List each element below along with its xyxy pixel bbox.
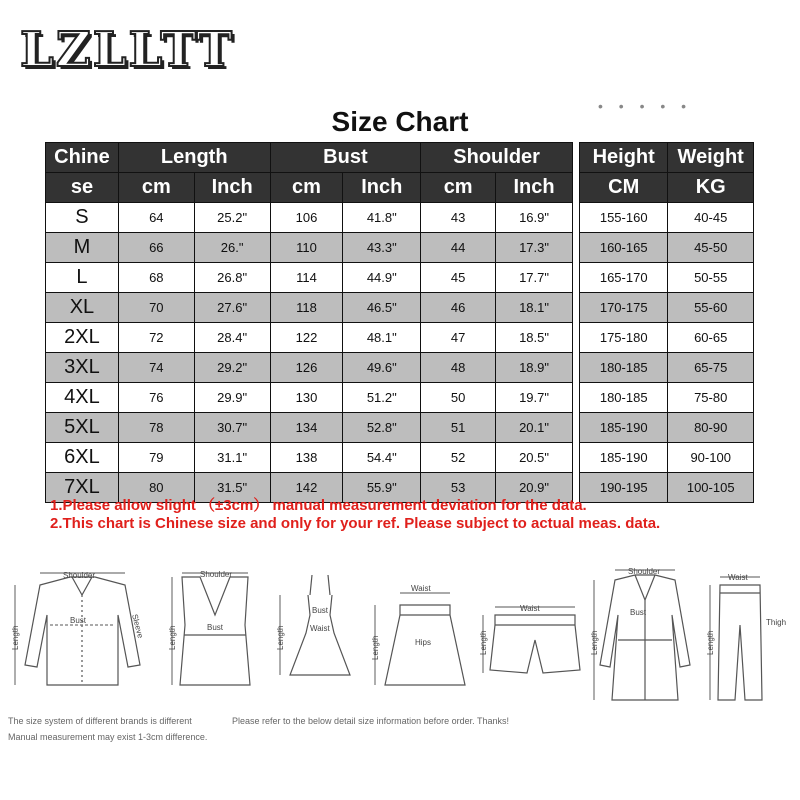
table-cell: 18.9" [496, 353, 573, 383]
table-cell: 100-105 [668, 473, 754, 503]
table-cell: 28.4" [194, 323, 270, 353]
table-cell: 165-170 [580, 263, 668, 293]
table-row [46, 293, 573, 323]
table-cell: 155-160 [580, 203, 668, 233]
table-cell: 70 [118, 293, 194, 323]
shorts-diagram [479, 604, 580, 673]
table-cell: 55.9" [343, 473, 421, 503]
header-row-group [580, 143, 754, 173]
size-table [45, 142, 573, 503]
blouse-diagram [11, 571, 145, 685]
header-unit: se [46, 173, 119, 203]
table-cell: 20.9" [496, 473, 573, 503]
table-cell: 52 [421, 443, 496, 473]
header-unit: Inch [343, 173, 421, 203]
table-cell: 126 [270, 353, 343, 383]
label-length: Length [168, 625, 177, 650]
header-shoulder: Shoulder [421, 143, 573, 173]
label-length: Length [371, 635, 380, 660]
table-row [580, 233, 754, 263]
table-row [46, 203, 573, 233]
table-cell: 31.5" [194, 473, 270, 503]
table-cell: 80 [118, 473, 194, 503]
label-waist: Waist [310, 624, 330, 633]
label-thigh: Thigh [766, 618, 787, 627]
table-cell: 52.8" [343, 413, 421, 443]
label-waist: Waist [728, 573, 748, 582]
table-row [46, 353, 573, 383]
note-2: 2.This chart is Chinese size and only for your ref. Please subject to actual meas. data. [50, 515, 661, 532]
table-cell: 66 [118, 233, 194, 263]
label-length: Length [590, 630, 599, 655]
label-length: Length [11, 625, 20, 650]
table-row [580, 413, 754, 443]
table-cell: S [46, 203, 119, 233]
header-weight: Weight [668, 143, 754, 173]
table-cell: 50 [421, 383, 496, 413]
table-cell: M [46, 233, 119, 263]
label-shoulder: Shoulder [63, 571, 96, 580]
table-cell: 45 [421, 263, 496, 293]
table-cell: 44 [421, 233, 496, 263]
table-cell: 190-195 [580, 473, 668, 503]
label-bust: Bust [70, 616, 87, 625]
table-cell: 3XL [46, 353, 119, 383]
table-cell: 4XL [46, 383, 119, 413]
table-cell: 134 [270, 413, 343, 443]
table-cell: 55-60 [668, 293, 754, 323]
table-row [580, 443, 754, 473]
table-cell: 18.1" [496, 293, 573, 323]
table-cell: 51.2" [343, 383, 421, 413]
label-waist: Waist [520, 604, 540, 613]
footer-note-1: The size system of different brands is different [8, 716, 192, 726]
coat-diagram [590, 567, 690, 700]
table-cell: 122 [270, 323, 343, 353]
brand-logo: LZLLTT [20, 22, 235, 78]
table-cell: 49.6" [343, 353, 421, 383]
table-cell: 45-50 [668, 233, 754, 263]
table-cell: 43.3" [343, 233, 421, 263]
footer-note-1b: Please refer to the below detail size information before order. Thanks! [232, 716, 509, 726]
table-cell: 44.9" [343, 263, 421, 293]
table-cell: 46 [421, 293, 496, 323]
label-hips: Hips [415, 638, 432, 647]
table-row [580, 263, 754, 293]
table-cell: 47 [421, 323, 496, 353]
table-cell: 26.8" [194, 263, 270, 293]
table-cell: 142 [270, 473, 343, 503]
table-cell: 29.2" [194, 353, 270, 383]
header-row-units [46, 173, 573, 203]
table-cell: 7XL [46, 473, 119, 503]
table-row [580, 203, 754, 233]
height-weight-table [579, 142, 754, 503]
pants-diagram [706, 573, 786, 700]
table-cell: 48.1" [343, 323, 421, 353]
table-cell: L [46, 263, 119, 293]
header-unit: cm [421, 173, 496, 203]
table-cell: 20.1" [496, 413, 573, 443]
table-row [580, 323, 754, 353]
table-row [580, 473, 754, 503]
table-row [580, 353, 754, 383]
table-cell: 41.8" [343, 203, 421, 233]
table-cell: 110 [270, 233, 343, 263]
measurement-diagrams [0, 555, 800, 715]
table-row [46, 263, 573, 293]
page-title: Size Chart [331, 106, 469, 137]
table-cell: 180-185 [580, 353, 668, 383]
table-cell: 18.5" [496, 323, 573, 353]
table-cell: 30.7" [194, 413, 270, 443]
footer-note-2: Manual measurement may exist 1-3cm difference. [8, 732, 208, 742]
note-1: 1.Please allow slight （±3cm） manual measurement deviation for the data. [50, 497, 587, 514]
table-cell: 76 [118, 383, 194, 413]
header-unit: Inch [194, 173, 270, 203]
table-cell: 130 [270, 383, 343, 413]
table-cell: 17.3" [496, 233, 573, 263]
header-row-group [46, 143, 573, 173]
label-length: Length [706, 630, 715, 655]
table-cell: 170-175 [580, 293, 668, 323]
table-row [46, 233, 573, 263]
header-row-units [580, 173, 754, 203]
dress-diagram [276, 575, 350, 675]
header-unit: Inch [496, 173, 573, 203]
table-cell: 43 [421, 203, 496, 233]
header-unit: CM [580, 173, 668, 203]
header-size: Chine [46, 143, 119, 173]
table-cell: 31.1" [194, 443, 270, 473]
table-cell: 78 [118, 413, 194, 443]
header-unit: KG [668, 173, 754, 203]
header-height: Height [580, 143, 668, 173]
vest-diagram [168, 570, 250, 685]
header-unit: cm [118, 173, 194, 203]
label-length: Length [479, 630, 488, 655]
table-cell: 26." [194, 233, 270, 263]
table-cell: 48 [421, 353, 496, 383]
table-cell: 5XL [46, 413, 119, 443]
label-shoulder: Shoulder [628, 567, 661, 576]
label-bust: Bust [312, 606, 329, 615]
header-bust: Bust [270, 143, 421, 173]
table-row [46, 413, 573, 443]
table-cell: 90-100 [668, 443, 754, 473]
table-cell: 25.2" [194, 203, 270, 233]
table-cell: 27.6" [194, 293, 270, 323]
table-cell: 60-65 [668, 323, 754, 353]
table-cell: 54.4" [343, 443, 421, 473]
table-cell: 185-190 [580, 443, 668, 473]
label-bust: Bust [207, 623, 224, 632]
table-cell: 118 [270, 293, 343, 323]
table-cell: 64 [118, 203, 194, 233]
table-cell: 51 [421, 413, 496, 443]
table-cell: 175-180 [580, 323, 668, 353]
table-row [580, 293, 754, 323]
table-cell: 185-190 [580, 413, 668, 443]
table-row [46, 383, 573, 413]
table-cell: 40-45 [668, 203, 754, 233]
table-row [580, 383, 754, 413]
table-cell: 6XL [46, 443, 119, 473]
table-cell: 16.9" [496, 203, 573, 233]
table-cell: 17.7" [496, 263, 573, 293]
table-cell: 160-165 [580, 233, 668, 263]
table-cell: 180-185 [580, 383, 668, 413]
label-length: Length [276, 625, 285, 650]
label-waist: Waist [411, 584, 431, 593]
table-cell: 106 [270, 203, 343, 233]
table-cell: 50-55 [668, 263, 754, 293]
table-cell: 114 [270, 263, 343, 293]
header-unit: cm [270, 173, 343, 203]
table-cell: 80-90 [668, 413, 754, 443]
label-sleeve: Sleeve [130, 613, 146, 640]
table-cell: 46.5" [343, 293, 421, 323]
table-cell: 53 [421, 473, 496, 503]
label-shoulder: Shoulder [200, 570, 233, 579]
table-row [46, 323, 573, 353]
table-row [46, 443, 573, 473]
table-cell: 68 [118, 263, 194, 293]
label-bust: Bust [630, 608, 647, 617]
table-cell: 79 [118, 443, 194, 473]
decorative-dots: • • • • • [598, 98, 693, 114]
table-cell: 19.7" [496, 383, 573, 413]
header-length: Length [118, 143, 270, 173]
table-cell: 75-80 [668, 383, 754, 413]
table-cell: 74 [118, 353, 194, 383]
table-cell: 2XL [46, 323, 119, 353]
table-cell: 20.5" [496, 443, 573, 473]
table-cell: 29.9" [194, 383, 270, 413]
table-cell: 65-75 [668, 353, 754, 383]
skirt-diagram [371, 584, 465, 685]
table-cell: XL [46, 293, 119, 323]
table-cell: 138 [270, 443, 343, 473]
table-cell: 72 [118, 323, 194, 353]
